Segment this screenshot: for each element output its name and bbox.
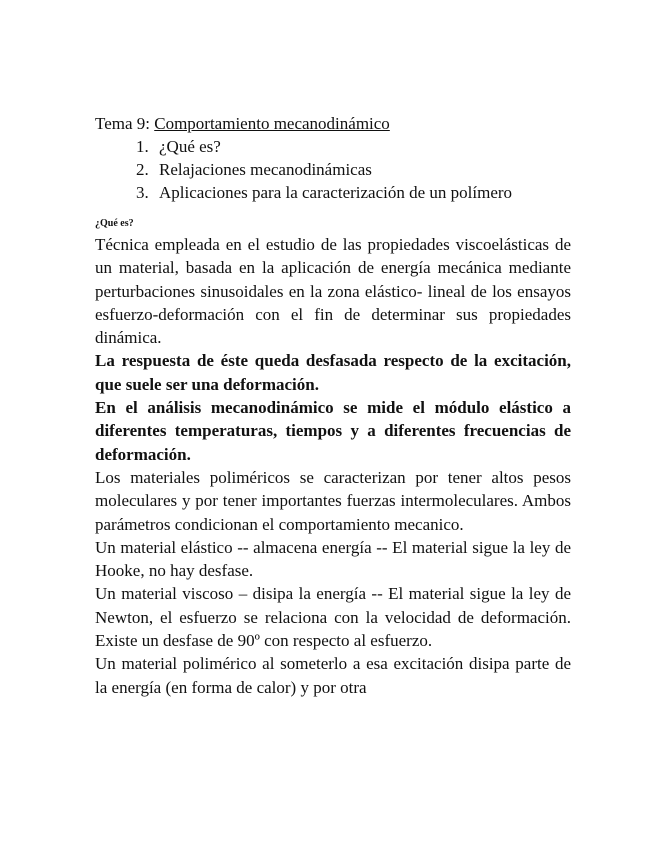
topic-title (95, 113, 571, 135)
topic-name: Comportamiento mecanodinámico (154, 114, 390, 133)
topic-outline (95, 135, 571, 204)
paragraph-response: La respuesta de éste queda desfasada respecto de la excitación, que suele ser una deformación. (95, 351, 571, 394)
section-heading: ¿Qué es? (95, 218, 134, 229)
paragraph-viscous: Un material viscoso – disipa la energía -- El material sigue la ley de Newton, el esfuerzo se relaciona con la velocidad de deformación. Existe un desfase de 90º con respecto al esfuerzo. (95, 584, 571, 651)
outline-item: 1. ¿Qué es? (153, 135, 571, 158)
paragraph-polymeric: Un material polimérico al someterlo a esa excitación disipa parte de la energía (en forma de calor) y por otra (95, 654, 571, 697)
paragraph-definition: Técnica empleada en el estudio de las propiedades viscoelásticas de un material, basada en la aplicación de energía mecánica mediante perturbaciones sinusoidales en la zona elástico- lineal de los ensayos esfuerzo-deformación con el fin de determinar sus propiedades dinámica. (95, 235, 571, 348)
paragraph-elastic: Un material elástico -- almacena energía -- El material sigue la ley de Hooke, no hay desfase. (95, 537, 571, 581)
paragraph-polymers: Los materiales poliméricos se caracterizan por tener altos pesos moleculares y por tener importantes fuerzas intermoleculares. Ambos parámetros condicionan el comportamiento mecanico. (95, 467, 571, 534)
document-page (95, 113, 571, 699)
outline-item: 2. Relajaciones mecanodinámicas (153, 158, 571, 181)
outline-item: 3. Aplicaciones para la caracterización de un polímero (153, 181, 571, 204)
paragraph-analysis: En el análisis mecanodinámico se mide el módulo elástico a diferentes temperaturas, tiempos y a diferentes frecuencias de deformación. (95, 398, 571, 464)
topic-prefix: Tema 9: (95, 114, 155, 133)
